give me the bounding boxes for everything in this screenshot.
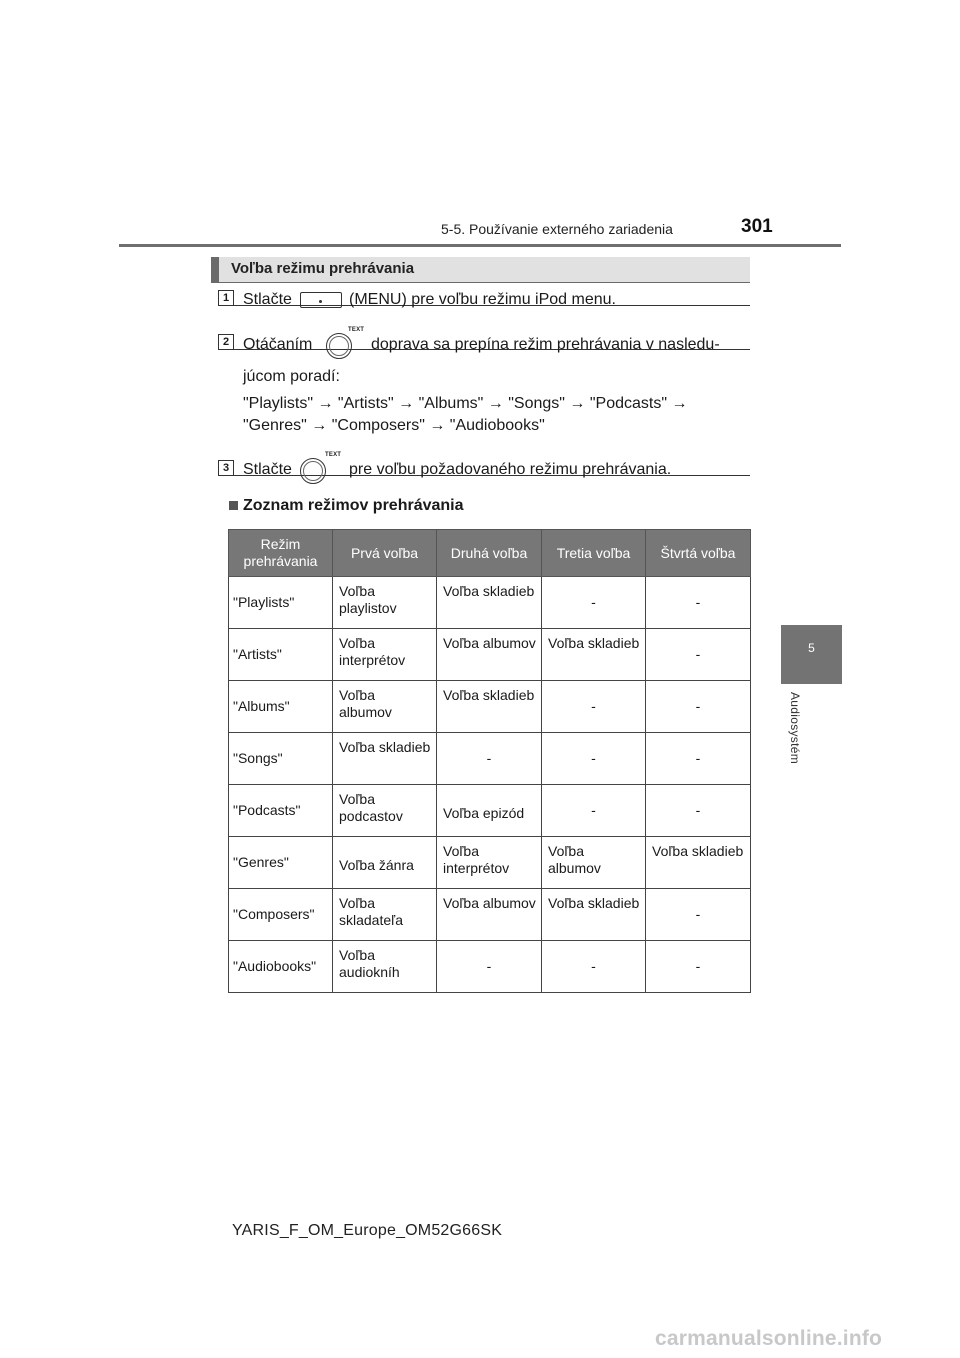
- table-cell: Voľba skladieb: [646, 837, 751, 889]
- table-cell: Voľba skladieb: [437, 577, 542, 629]
- table-cell: Voľba skladieb: [333, 733, 437, 785]
- table-cell: -: [646, 889, 751, 941]
- table-cell: "Playlists": [229, 577, 333, 629]
- step1-text-after: (MENU) pre voľbu režimu iPod menu.: [349, 291, 616, 308]
- table-cell: Voľba albumov: [542, 837, 646, 889]
- header-rule: [119, 244, 841, 247]
- table-cell: -: [646, 733, 751, 785]
- table-row: [229, 941, 751, 993]
- table-cell: "Songs": [229, 733, 333, 785]
- table-cell: Voľba skladateľa: [333, 889, 437, 941]
- table-cell: -: [437, 941, 542, 993]
- table-cell: Voľba epizód: [437, 785, 542, 837]
- table-cell: Voľba playlistov: [333, 577, 437, 629]
- step2-text-before: Otáčaním: [243, 336, 313, 353]
- table-cell: "Genres": [229, 837, 333, 889]
- step2-order-line2: "Genres" → "Composers" → "Audiobooks": [243, 417, 545, 434]
- step2-text-after: doprava sa prepína režim prehrávania v nasledu-: [371, 336, 720, 353]
- table-cell: -: [646, 785, 751, 837]
- step-number-1: 1: [218, 290, 234, 306]
- table-cell: Voľba skladieb: [437, 681, 542, 733]
- table-cell: -: [542, 733, 646, 785]
- chapter-tab: [781, 625, 842, 684]
- menu-button-icon: [300, 292, 342, 308]
- table-cell: -: [646, 577, 751, 629]
- knob-text-label: TEXT: [325, 452, 342, 458]
- subsection-title: Zoznam režimov prehrávania: [243, 497, 464, 514]
- table-row: [229, 577, 751, 629]
- page-number: 301: [741, 216, 773, 237]
- step1-text-before: Stlačte: [243, 291, 292, 308]
- table-cell: Voľba interprétov: [333, 629, 437, 681]
- chapter-number: 5: [808, 641, 815, 655]
- table-cell: Voľba skladieb: [542, 629, 646, 681]
- table-header-cell: Prvá voľba: [333, 530, 437, 577]
- table-cell: -: [437, 733, 542, 785]
- step3-text-before: Stlačte: [243, 461, 292, 478]
- table-row: [229, 837, 751, 889]
- section-title: Voľba režimu prehrávania: [231, 260, 415, 277]
- table-header-cell: Režim prehrávania: [229, 530, 333, 577]
- table-cell: -: [542, 941, 646, 993]
- table-cell: -: [646, 629, 751, 681]
- knob-text-label: TEXT: [348, 327, 365, 333]
- table-cell: "Audiobooks": [229, 941, 333, 993]
- table-cell: Voľba skladieb: [542, 889, 646, 941]
- table-cell: Voľba audiokníh: [333, 941, 437, 993]
- table-cell: Voľba albumov: [437, 889, 542, 941]
- table-cell: Voľba podcastov: [333, 785, 437, 837]
- table-cell: "Albums": [229, 681, 333, 733]
- table-row: [229, 681, 751, 733]
- table-row: [229, 889, 751, 941]
- table-cell: -: [542, 577, 646, 629]
- table-row: [229, 785, 751, 837]
- table-cell: Voľba žánra: [333, 837, 437, 889]
- table-row: [229, 629, 751, 681]
- table-cell: Voľba albumov: [333, 681, 437, 733]
- step-number-3: 3: [218, 460, 234, 476]
- tune-knob-icon: [326, 333, 352, 359]
- table-cell: "Composers": [229, 889, 333, 941]
- watermark-logo: carmanualsonline.info: [655, 1327, 883, 1350]
- section-bar: [211, 257, 750, 283]
- table-cell: "Artists": [229, 629, 333, 681]
- table-header-cell: Druhá voľba: [437, 530, 542, 577]
- table-row: [229, 733, 751, 785]
- table-cell: -: [646, 941, 751, 993]
- table-header-row: [229, 530, 751, 577]
- table-header-cell: Štvrtá voľba: [646, 530, 751, 577]
- chapter-label: Audiosystém: [788, 692, 802, 764]
- header-section-title: 5-5. Používanie externého zariadenia: [441, 221, 673, 237]
- step3-text-after: pre voľbu požadovaného režimu prehrávania.: [349, 461, 672, 478]
- step2-text-line2: júcom poradí:: [243, 368, 340, 385]
- step2-order-line1: "Playlists" → "Artists" → "Albums" → "Songs" → "Podcasts" →: [243, 395, 688, 412]
- table-cell: Voľba interprétov: [437, 837, 542, 889]
- table-cell: -: [542, 681, 646, 733]
- square-bullet-icon: [229, 501, 238, 510]
- table-header-cell: Tretia voľba: [542, 530, 646, 577]
- table-cell: -: [646, 681, 751, 733]
- tune-knob-icon: [300, 458, 326, 484]
- step-number-2: 2: [218, 334, 234, 350]
- playback-modes-table: [228, 529, 751, 993]
- document-code: YARIS_F_OM_Europe_OM52G66SK: [232, 1222, 503, 1239]
- table-cell: Voľba albumov: [437, 629, 542, 681]
- table-cell: "Podcasts": [229, 785, 333, 837]
- table-cell: -: [542, 785, 646, 837]
